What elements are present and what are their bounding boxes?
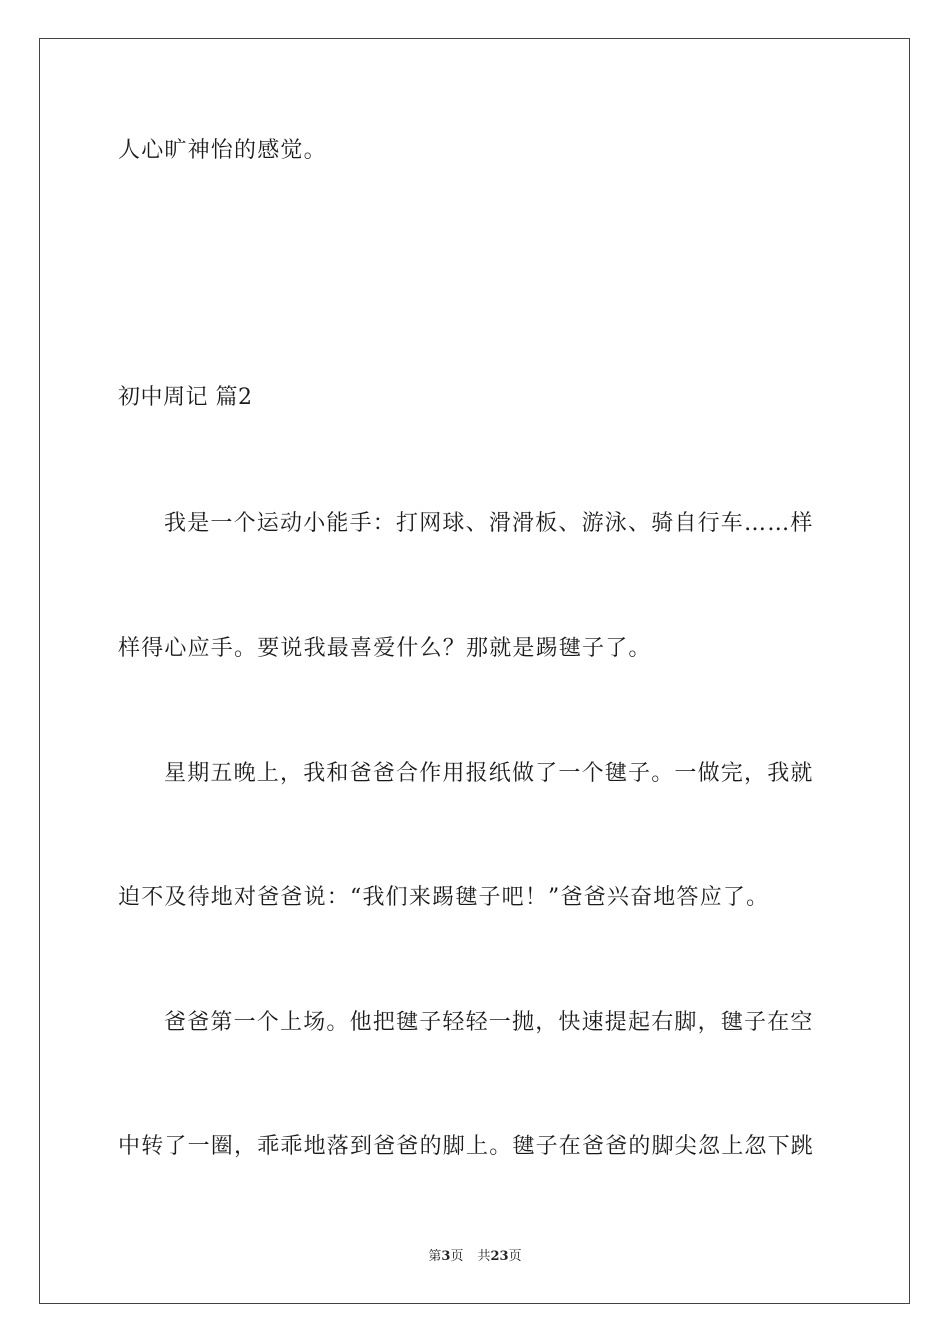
paragraph-2-line-1: 星期五晚上，我和爸爸合作用报纸做了一个毽子。一做完，我就 xyxy=(164,761,814,786)
paragraph-3-line-1: 爸爸第一个上场。他把毽子轻轻一抛，快速提起右脚，毽子在空 xyxy=(164,1010,814,1035)
text-line-continuation: 人心旷神怡的感觉。 xyxy=(118,138,327,163)
paragraph-2-line-2: 迫不及待地对爸爸说：“我们来踢毽子吧！”爸爸兴奋地答应了。 xyxy=(118,885,770,910)
section-heading: 初中周记 篇2 xyxy=(118,385,253,410)
paragraph-1-line-1: 我是一个运动小能手：打网球、滑滑板、游泳、骑自行车……样 xyxy=(164,511,814,536)
page-border xyxy=(39,38,910,1304)
paragraph-3-line-2: 中转了一圈，乖乖地落到爸爸的脚上。毽子在爸爸的脚尖忽上忽下跳 xyxy=(118,1134,815,1159)
total-pages: 23 xyxy=(490,1249,509,1264)
total-suffix: 页 xyxy=(508,1249,522,1264)
page-number: 3 xyxy=(441,1249,451,1264)
page-prefix: 第 xyxy=(428,1249,442,1264)
page-suffix: 页 xyxy=(450,1249,464,1264)
total-prefix: 共 xyxy=(477,1249,491,1264)
paragraph-1-line-2: 样得心应手。要说我最喜爱什么？那就是踢毽子了。 xyxy=(118,636,652,661)
page-footer xyxy=(0,1248,950,1266)
